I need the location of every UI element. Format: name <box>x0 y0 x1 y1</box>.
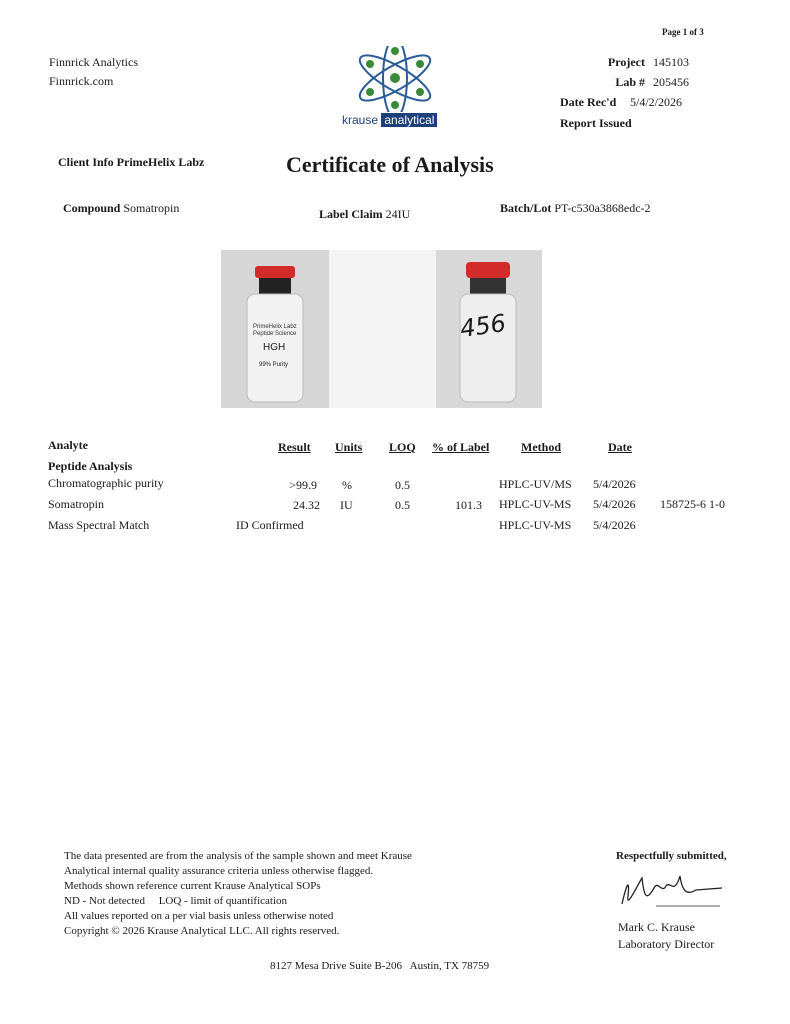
table-row-method: HPLC-UV-MS <box>499 518 572 532</box>
page-label: Page 1 of 3 <box>662 27 704 37</box>
table-row-analyte: Mass Spectral Match <box>48 518 150 532</box>
col-analyte: Analyte <box>48 438 88 452</box>
atom-icon <box>340 46 450 112</box>
lab-label: Lab # <box>615 75 645 89</box>
footer-note: Analytical internal quality assurance criteria unless otherwise flagged. <box>64 865 374 877</box>
company-website[interactable]: Finnrick.com <box>49 74 114 88</box>
col-date: Date <box>608 440 632 454</box>
table-row-date: 5/4/2026 <box>593 477 636 491</box>
batch-value: PT-c530a3868edc-2 <box>554 201 651 215</box>
footer-note: ND - Not detected LOQ - limit of quantification <box>64 895 287 907</box>
company-name: Finnrick Analytics <box>49 55 138 69</box>
client-info-label: Client Info <box>58 155 114 169</box>
table-row-method: HPLC-UV/MS <box>499 477 572 491</box>
label-claim-value: 24IU <box>385 207 411 221</box>
krause-logo <box>340 46 450 132</box>
logo-word-krause: krause <box>342 113 379 127</box>
col-loq: LOQ <box>389 440 416 454</box>
table-row-pct: 101.3 <box>455 498 482 512</box>
footer-note: All values reported on a per vial basis unless otherwise noted <box>64 910 334 922</box>
col-result: Result <box>278 440 311 454</box>
table-row-result: >99.9 <box>289 478 317 492</box>
vial-product: HGH <box>263 342 286 353</box>
table-row-units: IU <box>340 498 353 512</box>
label-claim-label: Label Claim <box>319 207 383 221</box>
lab-value: 205456 <box>653 75 689 89</box>
respectfully-submitted: Respectfully submitted, <box>616 850 727 862</box>
compound <box>63 201 179 216</box>
col-method: Method <box>521 440 561 454</box>
table-row-date: 5/4/2026 <box>593 518 636 532</box>
table-row-result: 24.32 <box>293 498 320 512</box>
date-received-value: 5/4/2/2026 <box>630 95 683 109</box>
table-row-loq: 0.5 <box>395 498 410 512</box>
signature-image <box>616 866 726 914</box>
vial-handwritten-number: 456 <box>458 308 508 344</box>
project-value: 145103 <box>653 55 689 69</box>
table-row-method: HPLC-UV-MS <box>499 497 572 511</box>
batch-label: Batch/Lot <box>500 201 552 215</box>
logo-word-analytical: analytical <box>381 113 437 127</box>
table-row-analyte: Chromatographic purity <box>48 476 164 490</box>
lab-address: 8127 Mesa Drive Suite B-206 Austin, TX 78759 <box>270 960 490 972</box>
footer-note: Methods shown reference current Krause Analytical SOPs <box>64 880 321 892</box>
table-row-loq: 0.5 <box>395 478 410 492</box>
col-units: Units <box>335 440 363 454</box>
project-label: Project <box>607 55 645 69</box>
compound-label: Compound <box>63 201 121 215</box>
col-pct-label: % of Label <box>432 440 490 454</box>
table-row-reference: 158725-6 1-0 <box>660 497 725 511</box>
client-info <box>58 155 204 170</box>
vial-subtitle: Peptide Science <box>253 331 297 337</box>
document-title: Certificate of Analysis <box>286 152 494 177</box>
table-row-units: % <box>342 478 352 492</box>
batch-lot <box>500 201 651 216</box>
date-received-label: Date Rec'd <box>560 95 617 109</box>
table-row-date: 5/4/2026 <box>593 497 636 511</box>
table-row-result: ID Confirmed <box>236 518 304 532</box>
client-info-value: PrimeHelix Labz <box>116 155 205 169</box>
section-peptide-analysis: Peptide Analysis <box>48 459 133 473</box>
vial-photo-back <box>436 250 542 408</box>
footer-note: The data presented are from the analysis of the sample shown and meet Krause <box>64 850 412 862</box>
vial-purity: 99% Purity <box>259 362 289 368</box>
label-claim <box>319 207 410 222</box>
signer-title: Laboratory Director <box>618 937 715 951</box>
photo-gap <box>329 250 436 408</box>
vial-photo-front <box>221 250 329 408</box>
footer-notes <box>64 849 504 939</box>
copyright: Copyright © 2026 Krause Analytical LLC. All rights reserved. <box>64 925 340 937</box>
report-issued-label: Report Issued <box>560 116 632 130</box>
vial-brand: PrimeHelix Labz <box>253 324 297 330</box>
compound-value: Somatropin <box>123 201 180 215</box>
signer-name: Mark C. Krause <box>618 920 695 934</box>
table-row-analyte: Somatropin <box>48 497 104 511</box>
